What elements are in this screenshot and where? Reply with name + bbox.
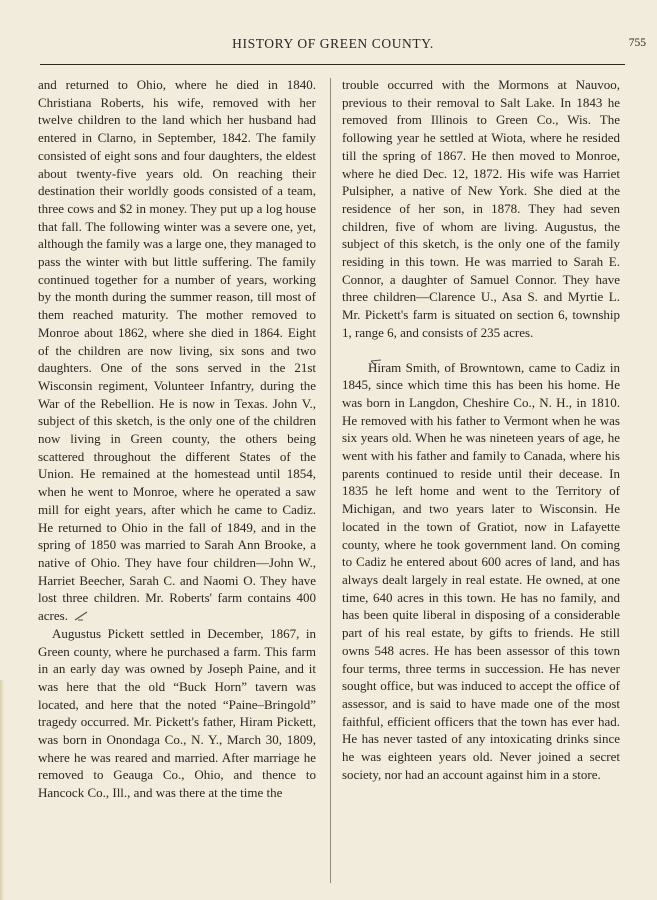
header-rule xyxy=(40,64,625,65)
right-paragraph-pickett-continued: trouble occurred with the Mormons at Nauvoo, previous to their removal to Salt Lake. In 1843 he removed from Illinois to Green Co., Wis. The following year he settled at Wiota, where he resided till the spring of 1867. He then moved to Monroe, where he died Dec. 12, 1872. His wife was Harriet Pulsipher, a native of New York. She died at the residence of her son, in 1878. They had seven children, five of whom are living. Augustus, the subject of this sketch, is the only one of the family residing in this town. He was married to Sarah E. Connor, a daughter of Samuel Connor. They have three children—Clarence U., Asa S. and Myrtie L. Mr. Pickett's farm is situated on section 6, township 1, range 6, and consists of 235 acres. xyxy=(342,77,620,340)
left-column xyxy=(38,76,316,802)
roberts-sketch-text: and returned to Ohio, where he died in 1840. Christiana Roberts, his wife, removed with her twelve children to the land which her husband had entered in Clarno, in September, 1842. The family consisted of eight sons and four daughters, the eldest about twenty-five years old. On reaching their destination their worldly goods consisted of a team, three cows and $2 in money. They put up a log house that fall. The following winter was a severe one, yet, although the family was a large one, they managed to pass the winter with but little suffering. The family continued together for a number of years, working by the month during the summer reason, till most of them reached maturity. The mother removed to Monroe about 1862, where she died in 1864. Eight of the children are now living, six sons and two daughters. One of the sons served in the 21st Wisconsin regiment, Volunteer Infantry, during the War of the Rebellion. He is now in Texas. John V., subject of this sketch, is the only one of the children now living in Green county, the others being scattered throughout the different States of the Union. He remained at the homestead until 1854, when he went to Monroe, where he operated a saw mill for eight years, after which he came to Cadiz. He returned to Ohio in the fall of 1849, and in the spring of 1850 was married to Sarah Ann Brooke, a native of Ohio. They have four children—John W., Harriet Beecher, Sarah C. and Naomi O. They have lost three children. Mr. Roberts' farm contains 400 acres. xyxy=(38,77,316,624)
page-number: 755 xyxy=(628,37,646,49)
column-divider xyxy=(330,78,331,883)
right-paragraph-smith xyxy=(342,359,620,784)
right-column xyxy=(342,76,620,783)
pencil-mark-icon xyxy=(74,609,90,621)
left-paragraph-pickett: Augustus Pickett settled in December, 1867, in Green county, where he purchased a farm. This farm in an early day was owned by Joseph Paine, and it was here that the old “Buck Horn” tavern was located, and here that the noted “Paine–Bringold” tragedy occurred. Mr. Pickett's father, Hiram Pickett, was born in Onondaga Co., N. Y., March 30, 1809, where he was reared and married. After marriage he removed to Geauga Co., Ohio, and thence to Hancock Co., Ill., and was there at the time the xyxy=(38,625,316,801)
page-edge-stain xyxy=(0,680,4,900)
check-mark-icon xyxy=(356,359,368,373)
running-title: HISTORY OF GREEN COUNTY. xyxy=(232,36,434,51)
left-paragraph-roberts xyxy=(38,76,316,625)
running-head xyxy=(36,36,646,56)
smith-sketch-text: Hiram Smith, of Browntown, came to Cadiz in 1845, since which time this has been his home. He was born in Langdon, Cheshire Co., N. H., in 1810. He removed with his father to Vermont when he was six years old. When he was nineteen years of age, he went with his father and family to Canada, where his parents continued to reside until their decease. In 1835 he left home and went to the Territory of Michigan, and two years later to Wisconsin. He located in the town of Gratiot, now in Lafayette county, where he took government land. On coming to Cadiz he entered about 600 acres of land, and has always dealt largely in real estate. He owned, at one time, 640 acres in this town. He has no family, and has been quite liberal in disposing of a considerable part of his real estate, by gifts to friends. He still owns 548 acres. He has been assessor of this town four terms, three terms in succession. He has never sought office, but was induced to accept the office of assessor, and is said to have made one of the most faithful, efficient officers that the town has ever had. He has never tasted of any intoxicating drinks since he was eighteen years old. Never joined a secret society, nor had an account against him in a store. xyxy=(342,359,620,782)
